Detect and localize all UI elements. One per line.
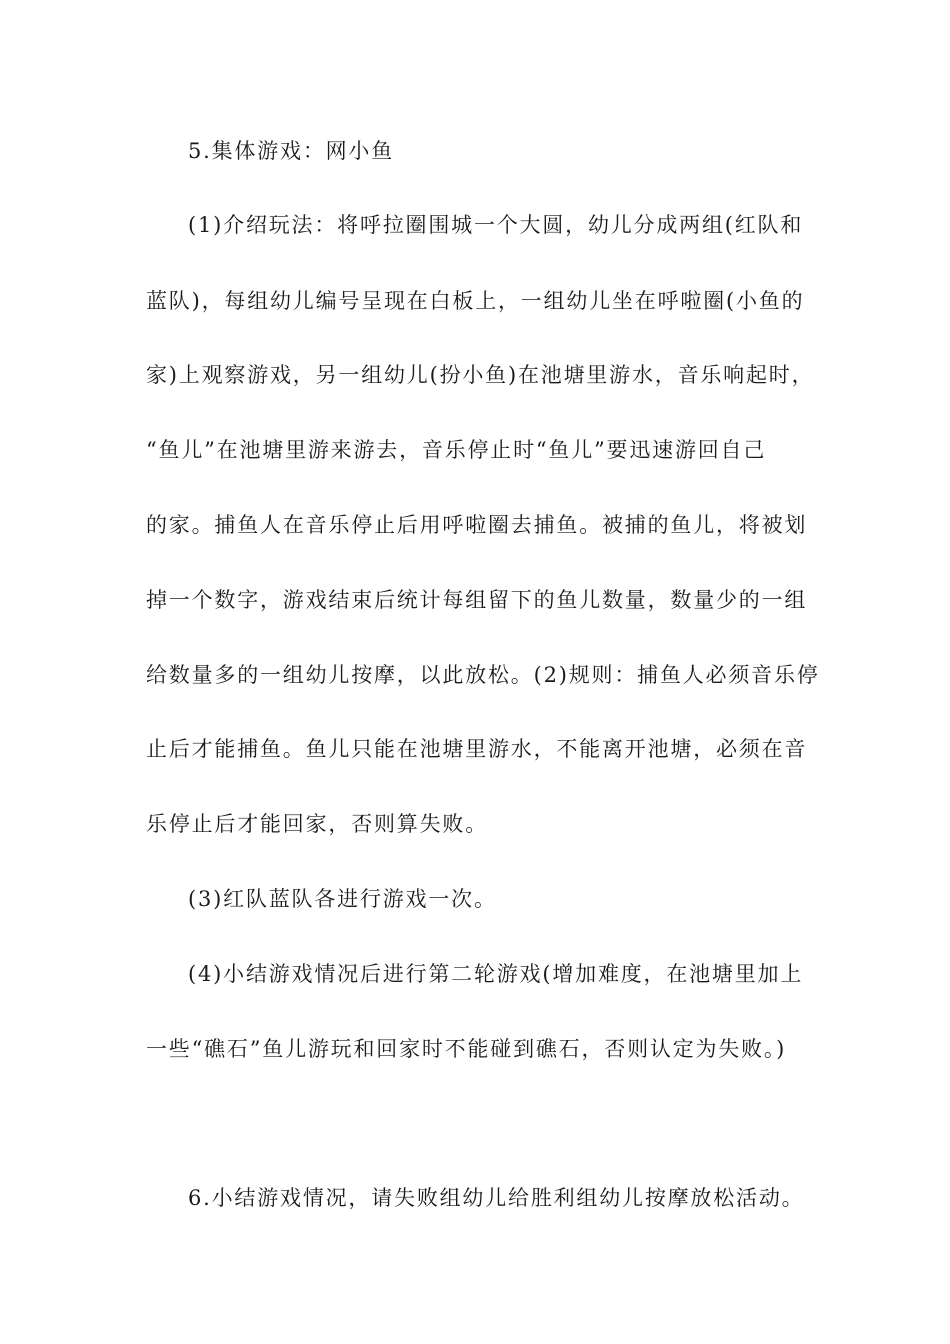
paragraph-3: (3)红队蓝队各进行游戏一次。: [188, 887, 497, 911]
paragraph-line: (1)介绍玩法：将呼拉圈围城一个大圆，幼儿分成两组(红队和: [188, 213, 804, 237]
section-heading-5: 5.集体游戏：网小鱼: [188, 139, 395, 163]
paragraph-line: 一些“礁石”鱼儿游玩和回家时不能碰到礁石，否则认定为失败。): [146, 1037, 787, 1061]
paragraph-line: 的家。捕鱼人在音乐停止后用呼啦圈去捕鱼。被捕的鱼儿，将被划: [146, 513, 808, 537]
paragraph-line: 掉一个数字，游戏结束后统计每组留下的鱼儿数量，数量少的一组: [146, 588, 808, 612]
paragraph-line: “鱼儿”在池塘里游来游去，音乐停止时“鱼儿”要迅速游回自己: [146, 438, 767, 462]
section-heading-6: 6.小结游戏情况，请失败组幼儿给胜利组幼儿按摩放松活动。: [188, 1186, 805, 1210]
paragraph-line: (4)小结游戏情况后进行第二轮游戏(增加难度，在池塘里加上: [188, 962, 804, 986]
paragraph-line: 给数量多的一组幼儿按摩，以此放松。(2)规则：捕鱼人必须音乐停: [146, 663, 820, 687]
paragraph-line: 蓝队)，每组幼儿编号呈现在白板上，一组幼儿坐在呼啦圈(小鱼的: [146, 289, 805, 313]
paragraph-line: 止后才能捕鱼。鱼儿只能在池塘里游水，不能离开池塘，必须在音: [146, 737, 808, 761]
paragraph-line: 乐停止后才能回家，否则算失败。: [146, 812, 488, 836]
paragraph-line: 家)上观察游戏，另一组幼儿(扮小鱼)在池塘里游水，音乐响起时，: [146, 363, 815, 387]
